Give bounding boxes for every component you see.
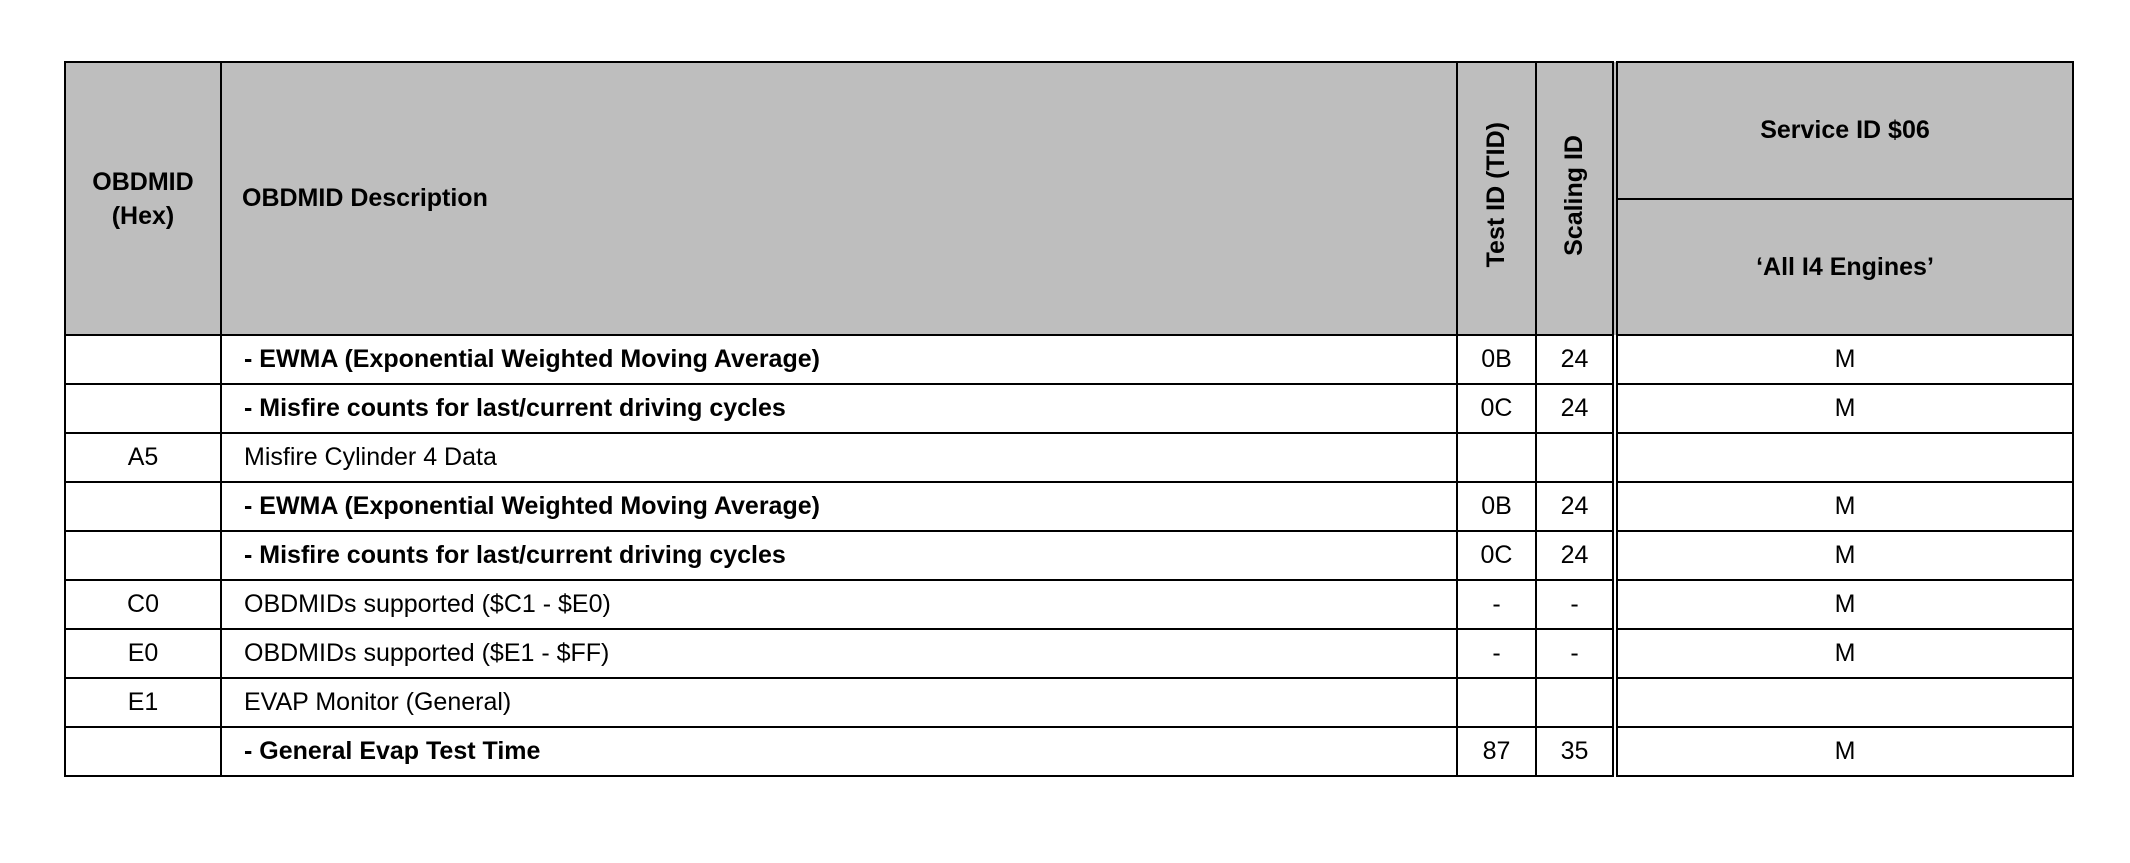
cell-description: - Misfire counts for last/current driving cycles (221, 531, 1457, 580)
cell-requirement (1615, 433, 2073, 482)
cell-test-id: - (1457, 629, 1536, 678)
cell-scaling-id (1536, 433, 1615, 482)
cell-hex (65, 531, 221, 580)
table-row (65, 384, 2073, 433)
cell-requirement: M (1615, 580, 2073, 629)
header-service-id: Service ID $06 (1615, 62, 2073, 199)
cell-hex: A5 (65, 433, 221, 482)
cell-description: - Misfire counts for last/current driving cycles (221, 384, 1457, 433)
cell-hex: E0 (65, 629, 221, 678)
header-test-id (1457, 62, 1536, 335)
cell-scaling-id: 24 (1536, 482, 1615, 531)
cell-description: OBDMIDs supported ($E1 - $FF) (221, 629, 1457, 678)
cell-test-id: 0C (1457, 384, 1536, 433)
cell-test-id: 0B (1457, 482, 1536, 531)
header-obdmid-description: OBDMID Description (221, 62, 1457, 335)
cell-scaling-id (1536, 678, 1615, 727)
cell-hex (65, 482, 221, 531)
cell-requirement: M (1615, 482, 2073, 531)
cell-test-id (1457, 678, 1536, 727)
cell-scaling-id: 24 (1536, 384, 1615, 433)
table-row (65, 531, 2073, 580)
header-engines: ‘All I4 Engines’ (1615, 199, 2073, 335)
cell-requirement: M (1615, 531, 2073, 580)
table-row (65, 580, 2073, 629)
cell-description: - EWMA (Exponential Weighted Moving Average) (221, 482, 1457, 531)
cell-scaling-id: 24 (1536, 335, 1615, 384)
cell-hex (65, 727, 221, 776)
table-row (65, 482, 2073, 531)
header-test-id-label: Test ID (TID) (1482, 122, 1510, 268)
cell-requirement (1615, 678, 2073, 727)
table-row (65, 629, 2073, 678)
header-scaling-id (1536, 62, 1615, 335)
cell-test-id: 87 (1457, 727, 1536, 776)
table-row (65, 433, 2073, 482)
cell-description: Misfire Cylinder 4 Data (221, 433, 1457, 482)
cell-test-id: 0B (1457, 335, 1536, 384)
table-body (65, 335, 2073, 776)
cell-description: - EWMA (Exponential Weighted Moving Average) (221, 335, 1457, 384)
cell-hex (65, 335, 221, 384)
cell-hex: E1 (65, 678, 221, 727)
table-row (65, 335, 2073, 384)
header-scaling-id-label: Scaling ID (1560, 134, 1588, 256)
cell-scaling-id: - (1536, 629, 1615, 678)
cell-requirement: M (1615, 629, 2073, 678)
cell-test-id (1457, 433, 1536, 482)
header-obdmid-hex: OBDMID (Hex) (65, 62, 221, 335)
cell-scaling-id: - (1536, 580, 1615, 629)
cell-test-id: 0C (1457, 531, 1536, 580)
table-row (65, 727, 2073, 776)
cell-scaling-id: 35 (1536, 727, 1615, 776)
cell-description: OBDMIDs supported ($C1 - $E0) (221, 580, 1457, 629)
cell-scaling-id: 24 (1536, 531, 1615, 580)
cell-hex: C0 (65, 580, 221, 629)
cell-hex (65, 384, 221, 433)
cell-description: EVAP Monitor (General) (221, 678, 1457, 727)
cell-requirement: M (1615, 727, 2073, 776)
cell-requirement: M (1615, 335, 2073, 384)
obdmid-table (64, 61, 2074, 777)
cell-requirement: M (1615, 384, 2073, 433)
cell-test-id: - (1457, 580, 1536, 629)
table-row (65, 678, 2073, 727)
cell-description: - General Evap Test Time (221, 727, 1457, 776)
